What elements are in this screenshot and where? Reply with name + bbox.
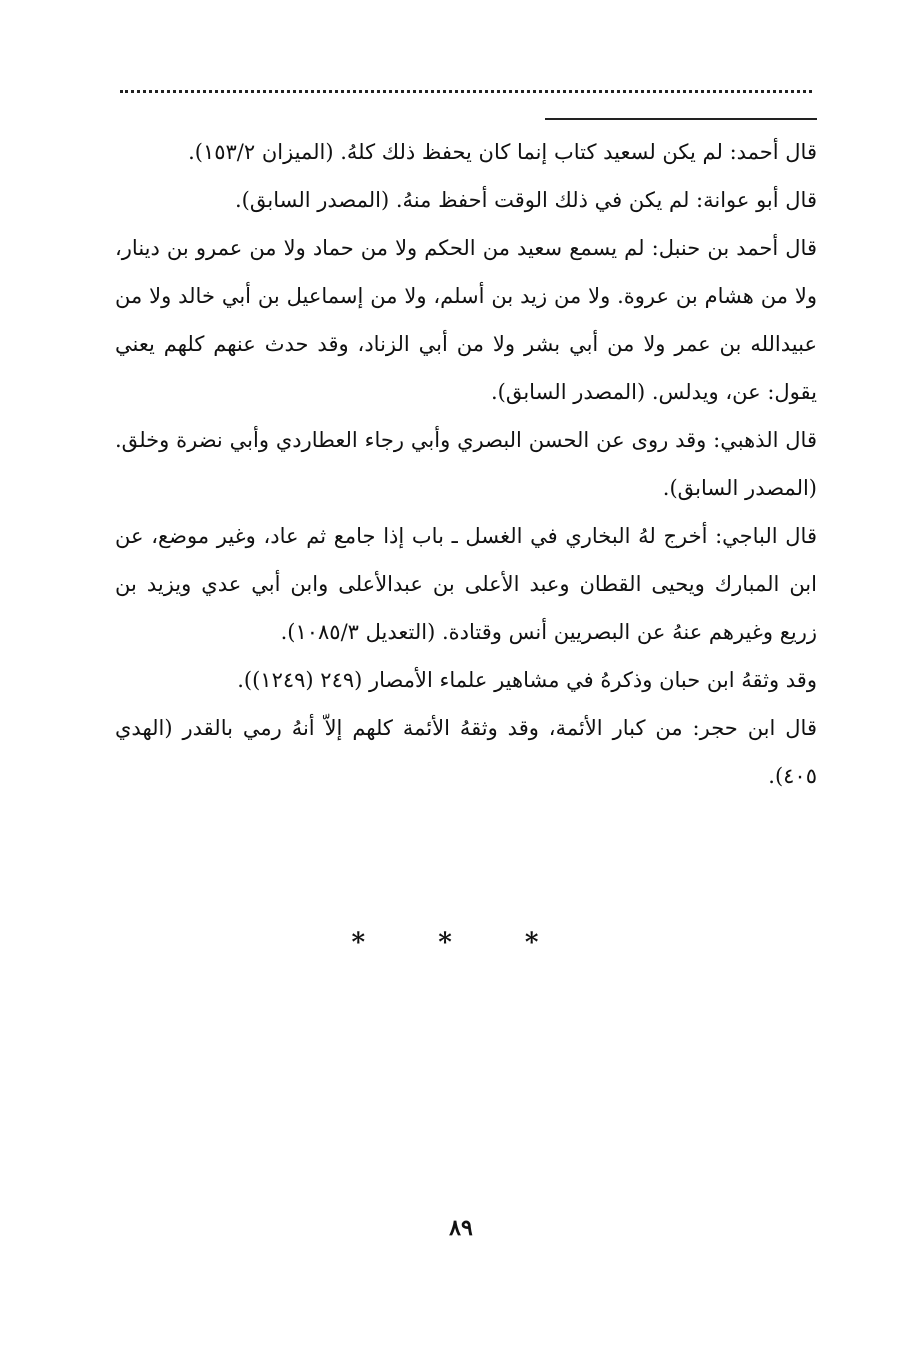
page-number: ٨٩ <box>449 1215 473 1241</box>
page-body <box>115 128 817 800</box>
paragraph-ibn-hajar: قال ابن حجر: من كبار الأئمة، وقد وثقهُ الأئمة كلهم إلاّ أنهُ رمي بالقدر (الهدي ٤٠٥). <box>115 716 817 788</box>
header-dotted-rule <box>120 90 812 93</box>
paragraph-baji: قال الباجي: أخرج لهُ البخاري في الغسل ـ باب إذا جامع ثم عاد، وغير موضع، عن ابن المبارك ويحيى القطان وعبد الأعلى بن عبدالأعلى وابن أبي عدي ويزيد بن زريع وغيرهم عنهُ عن البصريين أنس وقتادة. (التعديل ١٠٨٥/٣). <box>115 524 817 644</box>
paragraph-ibn-hibban: وقد وثقهُ ابن حبان وذكرهُ في مشاهير علماء الأمصار (٢٤٩ (١٢٤٩)). <box>237 668 817 692</box>
header-short-rule <box>545 118 817 120</box>
section-separator: * * * <box>351 928 571 958</box>
paragraph-ahmad-ibn-hanbal: قال أحمد بن حنبل: لم يسمع سعيد من الحكم ولا من حماد ولا من عمرو بن دينار، ولا من هشام بن عروة. ولا من زيد بن أسلم، ولا من إسماعيل بن أبي خالد ولا من عبيدالله بن عمر ولا من أبي بشر ولا من أبي الزناد، وقد حدث عنهم كلهم يعني يقول: عن، ويدلس. (المصدر السابق). <box>115 236 817 404</box>
paragraph-abu-awana: قال أبو عوانة: لم يكن في ذلك الوقت أحفظ منهُ. (المصدر السابق). <box>234 188 817 212</box>
paragraph-dhahabi: قال الذهبي: وقد روى عن الحسن البصري وأبي رجاء العطاردي وأبي نضرة وخلق. (المصدر السابق). <box>115 428 817 500</box>
paragraph-ahmad: قال أحمد: لم يكن لسعيد كتاب إنما كان يحفظ ذلك كلهُ. (الميزان ١٥٣/٢). <box>188 140 817 164</box>
